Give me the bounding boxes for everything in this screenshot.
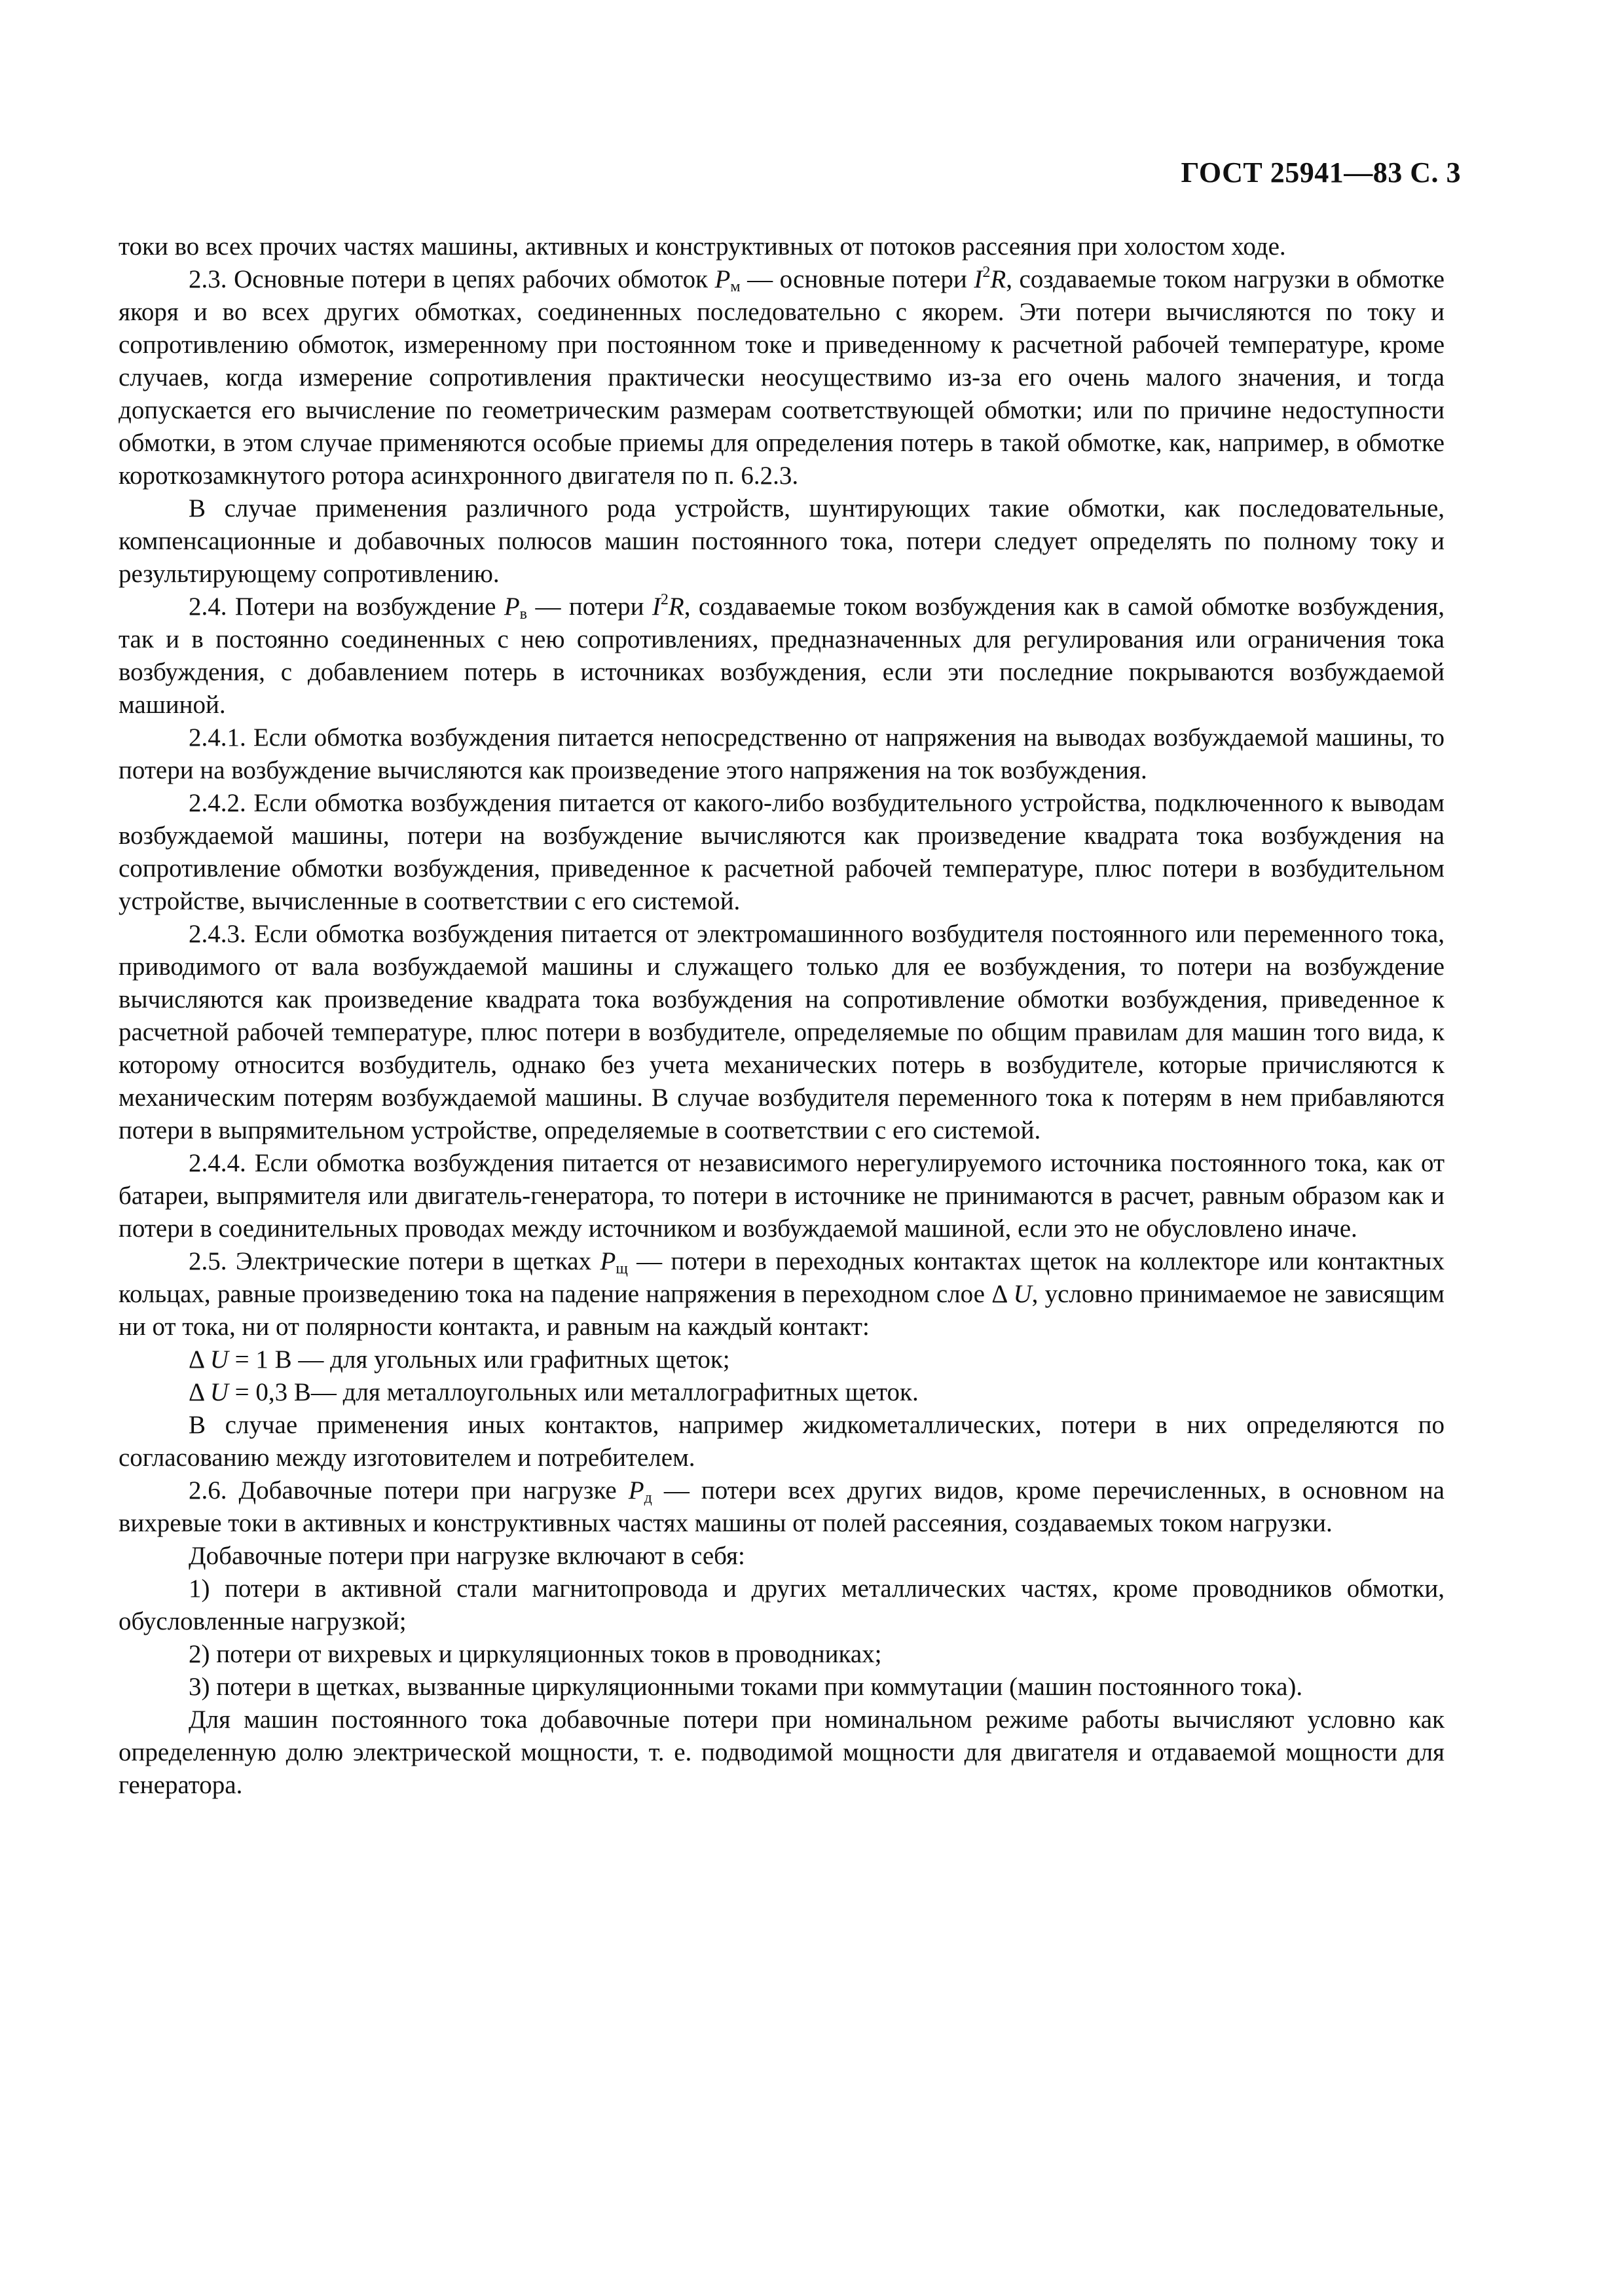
paragraph-2-6: 2.6. Добавочные потери при нагрузке $P_д$ — потери всех других видов, кроме перечисленных, в основном на вихревые токи в активных и конструктивных частях машины от полей рассеяния, создаваемых током нагрузки. xyxy=(119,1476,1445,1537)
paragraph-2-3: 2.3. Основные потери в цепях рабочих обмоток $P_м$ — основные потери $I^2R$, создаваемые током нагрузки в обмотке якоря и во всех других обмотках, соединенных последовательно с якорем. Эти потери вычисляются по току и сопротивлению обмоток, измеренному при постоянном токе и приведенному к расчетной рабочей температуре, кроме случаев, когда измерение сопротивления практически неосуществимо из-за его очень малого значения, и тогда допускается его вычисление по геометрическим размерам соответствующей обмотки; или по причине недоступности обмотки, в этом случае применяются особые приемы для определения потерь в такой обмотке, как, например, в обмотке короткозамкнутого ротора асинхронного двигателя по п. 6.2.3. xyxy=(119,264,1445,490)
paragraph-additional-losses-intro: Добавочные потери при нагрузке включают в себя: xyxy=(189,1542,745,1570)
page-header: ГОСТ 25941—83 С. 3 xyxy=(1181,156,1461,189)
document-body xyxy=(119,230,1445,1802)
paragraph-2-4-2: 2.4.2. Если обмотка возбуждения питается от какого-либо возбудительного устройства, подключенного к выводам возбуждаемой машины, потери на возбуждение вычисляются как произведение квадрата тока возбуждения на сопротивление обмотки возбуждения, приведенное к расчетной рабочей температуре, плюс потери в возбудительном устройстве, вычисленные в соответствии с его системой. xyxy=(119,789,1445,915)
formula-metal-carbon-brushes: Δ U = 0,3 В— для металлоугольных или металлографитных щеток. xyxy=(189,1378,919,1406)
paragraph-2-5: 2.5. Электрические потери в щетках $P_щ$ — потери в переходных контактах щеток на коллекторе или контактных кольцах, равные произведению тока на падение напряжения в переходном слое Δ U, условно принимаемое не зависящим ни от тока, ни от полярности контакта, и равным на каждый контакт: xyxy=(119,1247,1445,1341)
list-item-3: 3) потери в щетках, вызванные циркуляционными токами при коммутации (машин постоянного тока). xyxy=(189,1673,1303,1701)
paragraph-other-contacts: В случае применения иных контактов, например жидкометаллических, потери в них определяются по согласованию между изготовителем и потребителем. xyxy=(119,1411,1445,1472)
paragraph-2-4-4: 2.4.4. Если обмотка возбуждения питается от независимого нерегулируемого источника постоянного тока, как от батареи, выпрямителя или двигатель-генератора, то потери в источнике не принимаются в расчет, равным образом как и потери в соединительных проводах между источником и возбуждаемой машиной, если это не обусловлено иначе. xyxy=(119,1149,1445,1243)
list-item-2: 2) потери от вихревых и циркуляционных токов в проводниках; xyxy=(189,1640,882,1668)
paragraph-continuation: токи во всех прочих частях машины, активных и конструктивных от потоков рассеяния при холостом ходе. xyxy=(119,232,1286,261)
list-item-1: 1) потери в активной стали магнитопровода и других металлических частях, кроме проводников обмотки, обусловленные нагрузкой; xyxy=(119,1575,1445,1635)
paragraph-2-4-3: 2.4.3. Если обмотка возбуждения питается от электромашинного возбудителя постоянного или переменного тока, приводимого от вала возбуждаемой машины и служащего только для ее возбуждения, то потери на возбуждение вычисляются как произведение квадрата тока возбуждения на сопротивление обмотки возбуждения, приведенное к расчетной рабочей температуре, плюс потери в возбудителе, определяемые по общим правилам для машин того вида, к которому относится возбудитель, однако без учета механических потерь в возбудителе, которые причисляются к механическим потерям возбуждаемой машины. В случае возбудителя переменного тока к потерям в нем прибавляются потери в выпрямительном устройстве, определяемые в соответствии с его системой. xyxy=(119,920,1445,1144)
paragraph-shunting-devices: В случае применения различного рода устройств, шунтирующих такие обмотки, как последовательные, компенсационные и добавочных полюсов машин постоянного тока, потери следует определять по полному току и результирующему сопротивлению. xyxy=(119,494,1445,588)
paragraph-dc-machines: Для машин постоянного тока добавочные потери при номинальном режиме работы вычисляют условно как определенную долю электрической мощности, т. е. подводимой мощности для двигателя и отдаваемой мощности для генератора. xyxy=(119,1705,1445,1799)
paragraph-2-4-1: 2.4.1. Если обмотка возбуждения питается непосредственно от напряжения на выводах возбуждаемой машины, то потери на возбуждение вычисляются как произведение этого напряжения на ток возбуждения. xyxy=(119,723,1445,784)
formula-carbon-brushes: Δ U = 1 В — для угольных или графитных щеток; xyxy=(189,1345,730,1374)
paragraph-2-4: 2.4. Потери на возбуждение $P_в$ — потери $I^2R$, создаваемые током возбуждения как в самой обмотке возбуждения, так и в постоянно соединенных с нею сопротивлениях, предназначенных для регулирования или ограничения тока возбуждения, с добавлением потерь в источниках возбуждения, если эти последние покрываются возбуждаемой машиной. xyxy=(119,591,1445,719)
